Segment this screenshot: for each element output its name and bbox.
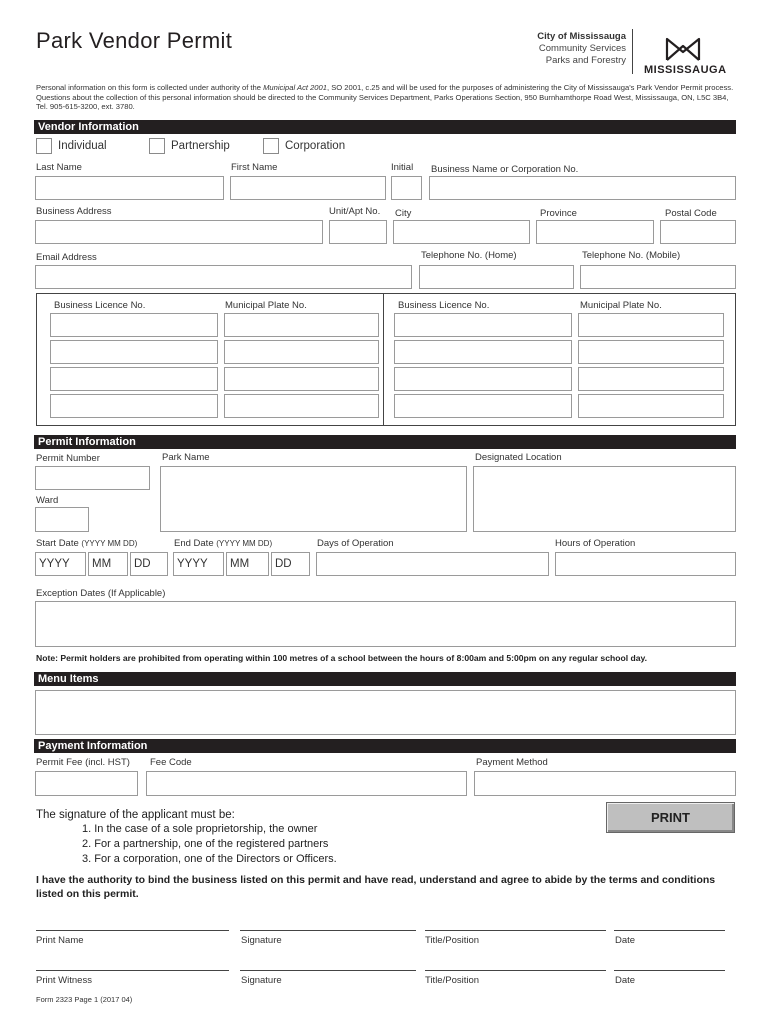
email-field[interactable] [35,265,412,289]
last-name-field[interactable] [35,176,224,200]
start-year-field[interactable]: YYYY [35,552,86,576]
plate-left-field-1[interactable] [224,313,379,337]
park-name-field[interactable] [160,466,467,532]
licence-box-divider [383,293,384,426]
menu-items-heading: Menu Items [34,672,736,686]
print-button[interactable]: PRINT [606,802,735,833]
end-date-text: End Date [174,538,214,549]
licence-right-field-2[interactable] [394,340,572,364]
ward-label: Ward [36,495,59,506]
plate-right-label: Municipal Plate No. [580,300,662,311]
licence-left-label: Business Licence No. [54,300,146,311]
school-note: Note: Permit holders are prohibited from operating within 100 metres of a school between the hours of 8:00am and 5:00pm on any regular school day. [36,653,648,663]
plate-left-label: Municipal Plate No. [225,300,307,311]
print-witness-label: Print Witness [36,975,92,986]
hours-of-operation-field[interactable] [555,552,736,576]
plate-right-field-1[interactable] [578,313,724,337]
notice-part1: Personal information on this form is collected under authority of the [36,83,264,92]
form-id: Form 2323 Page 1 (2017 04) [36,995,133,1004]
tel-mobile-label: Telephone No. (Mobile) [582,250,681,261]
fee-code-label: Fee Code [150,757,192,768]
permit-number-field[interactable] [35,466,150,490]
tel-home-label: Telephone No. (Home) [421,250,517,261]
plate-left-field-4[interactable] [224,394,379,418]
city-label: City [395,208,412,219]
partnership-label: Partnership [171,140,230,152]
title-line-1[interactable] [425,930,606,931]
dept-line-1: Community Services [538,43,626,54]
licence-right-field-1[interactable] [394,313,572,337]
permit-fee-label: Permit Fee (incl. HST) [36,757,130,768]
licence-right-field-4[interactable] [394,394,572,418]
postal-code-label: Postal Code [665,208,717,219]
payment-method-field[interactable] [474,771,736,796]
licence-left-field-3[interactable] [50,367,218,391]
start-month-field[interactable]: MM [88,552,128,576]
notice-part2: , SO 2001, c.25 and will be used for the purposes of administering the City of Mississauga's Park Vendor Permit process. Questions about the collection of this personal information should be directed to the Community Services Department, Parks Operations Section, 950 Burnhamthorpe Road West, Mississauga, ON, L5C 3B4, Tel. 905-615-3200, ext. 3780. [36,83,734,112]
logo-wordmark: MISSISSAUGA [644,64,727,76]
plate-right-field-4[interactable] [578,394,724,418]
unit-label: Unit/Apt No. [329,206,381,217]
print-witness-line[interactable] [36,970,229,971]
payment-method-label: Payment Method [476,757,548,768]
signature-line-1[interactable] [240,930,416,931]
payment-info-heading: Payment Information [34,739,736,753]
licence-left-field-4[interactable] [50,394,218,418]
partnership-checkbox[interactable] [149,138,165,154]
designated-location-label: Designated Location [475,452,562,463]
tel-home-field[interactable] [419,265,574,289]
licence-right-field-3[interactable] [394,367,572,391]
licence-right-label: Business Licence No. [398,300,490,311]
start-date-label [36,538,137,549]
start-date-text: Start Date [36,538,79,549]
signature-item-3: 3. For a corporation, one of the Directors or Officers. [82,853,337,865]
title-label-2: Title/Position [425,975,480,986]
vendor-info-heading: Vendor Information [34,120,736,134]
title-label-1: Title/Position [425,935,480,946]
licence-left-field-1[interactable] [50,313,218,337]
date-line-2[interactable] [614,970,725,971]
exception-dates-label: Exception Dates (If Applicable) [36,588,166,599]
initial-label: Initial [391,162,414,173]
header-divider [632,29,633,74]
business-address-label: Business Address [36,206,112,217]
last-name-label: Last Name [36,162,82,173]
title-line-2[interactable] [425,970,606,971]
ward-field[interactable] [35,507,89,532]
end-day-field[interactable]: DD [271,552,310,576]
signature-intro: The signature of the applicant must be: [36,809,235,821]
end-date-format: (YYYY MM DD) [216,539,273,548]
privacy-notice [36,83,736,112]
date-label-1: Date [615,935,636,946]
permit-number-label: Permit Number [36,453,100,464]
signature-label-2: Signature [241,975,282,986]
tel-mobile-field[interactable] [580,265,736,289]
email-label: Email Address [36,252,97,263]
hours-of-operation-label: Hours of Operation [555,538,636,549]
exception-dates-field[interactable] [35,601,736,647]
postal-code-field[interactable] [660,220,736,244]
date-label-2: Date [615,975,636,986]
org-name: City of Mississauga [537,31,626,42]
menu-items-field[interactable] [35,690,736,735]
plate-left-field-2[interactable] [224,340,379,364]
first-name-label: First Name [231,162,278,173]
date-line-1[interactable] [614,930,725,931]
notice-act: Municipal Act 2001 [263,83,327,92]
business-address-field[interactable] [35,220,323,244]
licence-left-field-2[interactable] [50,340,218,364]
print-name-line[interactable] [36,930,229,931]
page-title: Park Vendor Permit [36,28,233,53]
business-name-field[interactable] [429,176,736,200]
unit-field[interactable] [329,220,387,244]
days-of-operation-field[interactable] [316,552,549,576]
end-year-field[interactable]: YYYY [173,552,224,576]
business-name-label: Business Name or Corporation No. [431,164,579,175]
signature-item-1: 1. In the case of a sole proprietorship, the owner [82,823,318,835]
end-month-field[interactable]: MM [226,552,269,576]
initial-field[interactable] [391,176,422,200]
days-of-operation-label: Days of Operation [317,538,394,549]
mississauga-logo-icon [665,36,701,62]
province-label: Province [540,208,577,219]
individual-label: Individual [58,140,107,152]
designated-location-field[interactable] [473,466,736,532]
signature-label-1: Signature [241,935,282,946]
city-field[interactable] [393,220,530,244]
print-name-label: Print Name [36,935,84,946]
fee-code-field[interactable] [146,771,467,796]
signature-item-2: 2. For a partnership, one of the registered partners [82,838,329,850]
plate-right-field-3[interactable] [578,367,724,391]
dept-line-2: Parks and Forestry [545,55,626,66]
end-date-label [174,538,272,549]
permit-info-heading: Permit Information [34,435,736,449]
individual-checkbox[interactable] [36,138,52,154]
park-name-label: Park Name [162,452,210,463]
province-field[interactable] [536,220,654,244]
start-date-format: (YYYY MM DD) [81,539,138,548]
permit-fee-field[interactable] [35,771,138,796]
signature-line-2[interactable] [240,970,416,971]
authority-statement: I have the authority to bind the business listed on this permit and have read, understand and agree to abide by the terms and conditions listed on this permit. [36,874,716,900]
plate-left-field-3[interactable] [224,367,379,391]
corporation-checkbox[interactable] [263,138,279,154]
first-name-field[interactable] [230,176,386,200]
corporation-label: Corporation [285,140,346,152]
start-day-field[interactable]: DD [130,552,168,576]
plate-right-field-2[interactable] [578,340,724,364]
